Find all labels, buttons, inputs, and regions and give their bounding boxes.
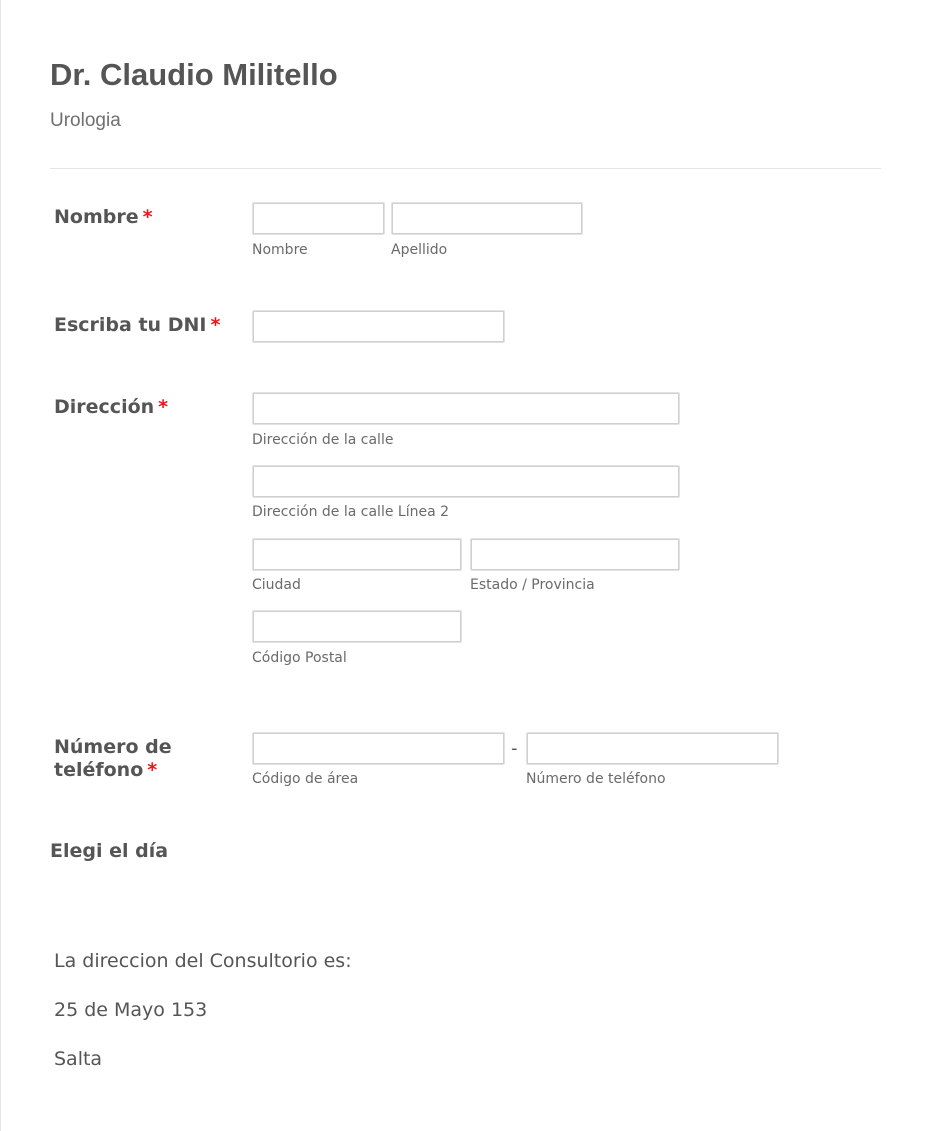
area-code-sublabel: Código de área: [252, 771, 359, 787]
header-divider: [50, 168, 881, 169]
street-address-input[interactable]: [253, 393, 679, 424]
state-province-sublabel: Estado / Provincia: [470, 577, 595, 593]
street-address-line2-input[interactable]: [253, 466, 679, 497]
first-name-sublabel: Nombre: [252, 242, 308, 258]
office-info-city: Salta: [54, 1048, 103, 1070]
name-field-label: [54, 206, 153, 229]
street-address-line2-sublabel: Dirección de la calle Línea 2: [252, 504, 450, 520]
office-info-street: 25 de Mayo 153: [54, 999, 208, 1021]
address-label-text: Dirección: [54, 396, 155, 418]
required-marker: *: [210, 314, 221, 336]
last-name-input[interactable]: [392, 203, 582, 234]
address-field-label: [54, 396, 168, 419]
phone-separator: -: [511, 738, 518, 759]
street-address-sublabel: Dirección de la calle: [252, 432, 394, 448]
day-section-heading: Elegi el día: [50, 840, 169, 862]
state-province-input[interactable]: [471, 539, 679, 570]
phone-label-line2: [54, 759, 172, 782]
form-subtitle: Urologia: [50, 110, 121, 131]
required-marker: *: [147, 759, 158, 781]
postal-code-sublabel: Código Postal: [252, 650, 347, 666]
city-sublabel: Ciudad: [252, 577, 301, 593]
city-input[interactable]: [253, 539, 461, 570]
area-code-input[interactable]: [253, 733, 504, 764]
required-marker: *: [142, 206, 153, 228]
phone-number-sublabel: Número de teléfono: [526, 771, 666, 787]
phone-label-line2-text: teléfono: [54, 759, 144, 781]
office-info-intro: La direccion del Consultorio es:: [54, 950, 352, 972]
last-name-sublabel: Apellido: [391, 242, 448, 258]
page-left-border: [0, 0, 1, 1131]
phone-label-line1: Número de: [54, 736, 172, 758]
phone-field-label: [54, 736, 172, 782]
dni-input[interactable]: [253, 311, 504, 342]
required-marker: *: [158, 396, 169, 418]
name-label-text: Nombre: [54, 206, 139, 228]
phone-number-input[interactable]: [527, 733, 778, 764]
first-name-input[interactable]: [253, 203, 384, 234]
form-title: Dr. Claudio Militello: [50, 57, 338, 92]
postal-code-input[interactable]: [253, 611, 461, 642]
dni-label-text: Escriba tu DNI: [54, 314, 207, 336]
dni-field-label: [54, 314, 220, 337]
